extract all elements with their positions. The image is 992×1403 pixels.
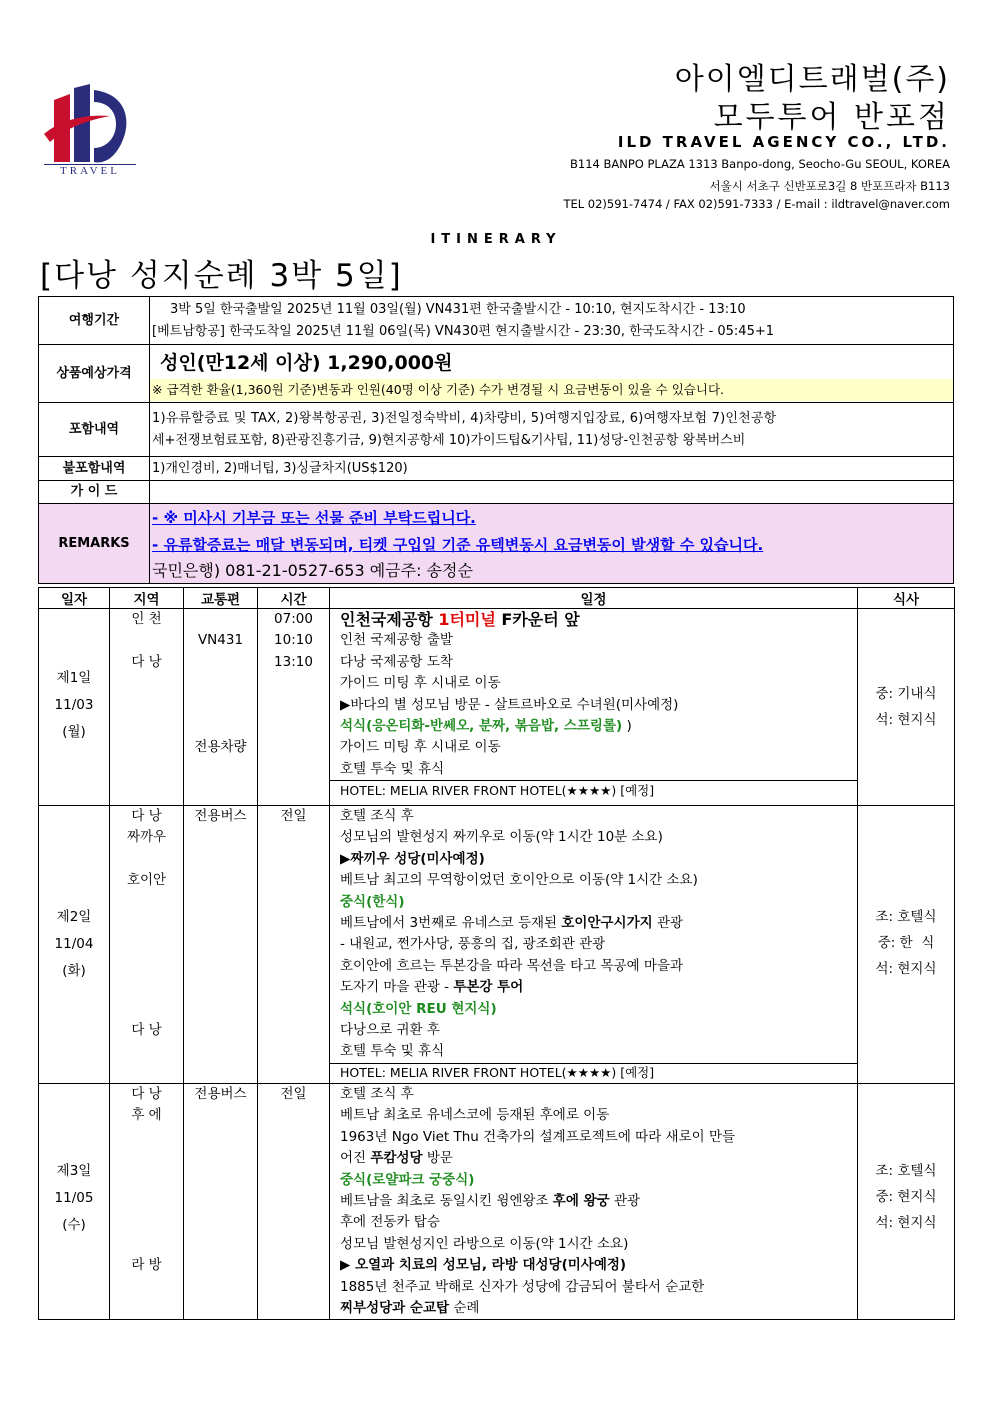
meal: 조: 호텔식 bbox=[875, 1163, 937, 1179]
transport bbox=[184, 716, 257, 737]
itinerary-line: 성모님 발현성지인 라방으로 이동(약 1시간 소요) bbox=[340, 1235, 629, 1252]
time-cell bbox=[258, 1084, 330, 1320]
region bbox=[110, 1170, 183, 1191]
info-table bbox=[38, 296, 954, 584]
text: 베트남에서 3번째로 유네스코 등재된 bbox=[340, 914, 558, 931]
time: 10:10 bbox=[274, 632, 313, 649]
region: 다 낭 bbox=[131, 653, 162, 670]
address-en: B114 BANPO PLAZA 1313 Banpo-dong, Seocho-Gu SEOUL, KOREA bbox=[570, 157, 950, 171]
region bbox=[110, 956, 183, 977]
itinerary-line: - 내원교, 쩐가사당, 풍흥의 집, 광조회관 관광 bbox=[340, 936, 606, 953]
highlight: 찌부성당과 순교탑 bbox=[340, 1299, 450, 1316]
schedule-table bbox=[38, 587, 955, 1320]
guide-value bbox=[150, 481, 954, 504]
transport-cell bbox=[184, 609, 258, 806]
time: 07:00 bbox=[274, 611, 313, 627]
period-label: 여행기간 bbox=[39, 297, 150, 345]
page-title: [다낭 성지순례 3박 5일] bbox=[40, 258, 403, 294]
day-label: 제3일 bbox=[56, 1163, 92, 1179]
meal: 중: 기내식 bbox=[875, 686, 937, 702]
remarks-cell bbox=[150, 504, 954, 584]
region bbox=[110, 1212, 183, 1233]
itinerary-line: 베트남 최고의 무역항이었던 호이안으로 이동(약 1시간 소요) bbox=[340, 872, 698, 889]
day-date-cell bbox=[39, 1084, 110, 1320]
itinerary-line: 호이안에 흐르는 투본강을 따라 목선을 타고 목공예 마을과 bbox=[340, 957, 684, 974]
day-weekday: (화) bbox=[62, 963, 86, 979]
contact-info: TEL 02)591-7474 / FAX 02)591-7333 / E-mail : ildtravel@naver.com bbox=[563, 197, 950, 211]
region bbox=[110, 849, 183, 870]
header-date: 일자 bbox=[39, 588, 110, 609]
remark-surcharge: - 유류할증료는 매달 변동되며, 티켓 구입일 기준 유텍변동시 요금변동이 발생할 수 있습니다. bbox=[152, 535, 764, 554]
itinerary-line: 베트남 최초로 유네스코에 등재된 후에로 이동 bbox=[340, 1107, 610, 1124]
remarks-label: REMARKS bbox=[39, 504, 150, 584]
itinerary-line: ▶짜끼우 성당(미사예정) bbox=[340, 850, 485, 867]
itinerary-line bbox=[340, 977, 857, 998]
company-logo bbox=[40, 80, 140, 180]
address-kr: 서울시 서초구 신반포로3길 8 반포프라자 B113 bbox=[709, 179, 950, 193]
itinerary-line: 호텔 조식 후 bbox=[340, 1086, 414, 1102]
region bbox=[110, 630, 183, 651]
highlight: 후에 왕궁 bbox=[552, 1192, 610, 1209]
period-line1: 3박 5일 한국출발일 2025년 11월 03일(월) VN431편 한국출발시간 - 10:10, 현지도착시간 - 13:10 bbox=[170, 301, 746, 317]
price-notice: ※ 급격한 환율(1,360원 기준)변동과 인원(40명 이상 기준) 수가 변경될 시 요금변동이 있을 수 있습니다. bbox=[150, 379, 953, 401]
itinerary-line: 호텔 투숙 및 휴식 bbox=[340, 1043, 445, 1060]
text: 관광 bbox=[613, 1192, 641, 1209]
itinerary-line: 다낭으로 귀환 후 bbox=[340, 1021, 440, 1038]
remark-donation: - ※ 미사시 기부금 또는 선물 준비 부탁드립니다. bbox=[152, 508, 476, 527]
meal: 중: 현지식 bbox=[875, 1189, 937, 1205]
counter: F카운터 앞 bbox=[501, 610, 580, 629]
meeting-place: 인천국제공항 bbox=[340, 610, 433, 629]
itinerary-line: 인천 국제공항 출발 bbox=[340, 632, 453, 649]
day-weekday: (수) bbox=[62, 1217, 86, 1233]
transport bbox=[184, 673, 257, 694]
region-cell bbox=[110, 1084, 184, 1320]
day-row bbox=[39, 1084, 955, 1320]
region: 후 에 bbox=[131, 1107, 162, 1124]
text: 도자기 마을 관광 - bbox=[340, 979, 450, 996]
highlight: 호이안구시가지 bbox=[561, 914, 653, 931]
region-cell bbox=[110, 806, 184, 1084]
header-transport: 교통편 bbox=[184, 588, 258, 609]
region-cell bbox=[110, 609, 184, 806]
itinerary-line bbox=[340, 609, 857, 630]
region bbox=[110, 934, 183, 955]
itinerary-line: 1885년 천주교 박해로 신자가 성당에 감금되어 불타서 순교한 bbox=[340, 1278, 705, 1295]
day-date: 11/05 bbox=[54, 1190, 94, 1206]
itinerary-line bbox=[340, 1298, 857, 1319]
region bbox=[110, 999, 183, 1020]
day-label: 제1일 bbox=[56, 670, 92, 686]
terminal: 1터미널 bbox=[438, 610, 496, 629]
excluded-label: 불포함내역 bbox=[39, 457, 150, 481]
time: 전일 bbox=[280, 808, 307, 824]
period-line2: [베트남항공] 한국도착일 2025년 11월 06일(목) VN430편 현지출발시간 - 23:30, 한국도착시간 - 05:45+1 bbox=[152, 323, 775, 339]
itinerary-line bbox=[340, 716, 857, 737]
region bbox=[110, 1127, 183, 1148]
included-label: 포함내역 bbox=[39, 403, 150, 457]
itinerary-line bbox=[340, 1191, 857, 1212]
region: 인 천 bbox=[131, 611, 162, 627]
excluded-value: 1)개인경비, 2)매너팁, 3)싱글차지(US$120) bbox=[150, 457, 954, 481]
transport: 전용차량 bbox=[194, 739, 247, 756]
itinerary-line bbox=[340, 1148, 857, 1169]
time: 전일 bbox=[280, 1086, 307, 1102]
region bbox=[110, 892, 183, 913]
text: 관광 bbox=[656, 914, 684, 931]
meal-note-close: ) bbox=[622, 717, 632, 734]
itinerary-line: 중식(한식) bbox=[340, 893, 405, 910]
meal: 석: 현지식 bbox=[875, 961, 937, 977]
meals-cell bbox=[858, 1084, 955, 1320]
meals-cell bbox=[858, 806, 955, 1084]
itinerary-cell bbox=[330, 1084, 858, 1320]
time: 13:10 bbox=[274, 653, 313, 670]
company-name-kr: 아이엘디트래벌(주) bbox=[674, 62, 950, 97]
meal: 석: 현지식 bbox=[875, 1215, 937, 1231]
itinerary-line: ▶ 오열과 치료의 성모님, 라방 대성당(미사예정) bbox=[340, 1257, 627, 1274]
itinerary-line: 1963년 Ngo Viet Thu 건축가의 설계프로젝트에 따라 새로이 만들 bbox=[340, 1128, 736, 1145]
meal: 조: 호텔식 bbox=[875, 909, 937, 925]
day-row bbox=[39, 806, 955, 1084]
branch-name: 모두투어 반포점 bbox=[713, 100, 950, 135]
region: 다 낭 bbox=[131, 1021, 162, 1038]
meal-note: 석식(응온티화-반쎄오, 분짜, 볶음밥, 스프링롤) bbox=[340, 717, 623, 734]
transport-cell bbox=[184, 1084, 258, 1320]
price-cell bbox=[150, 345, 954, 403]
period-cell bbox=[150, 297, 954, 345]
bank-account: 국민은행) 081-21-0527-653 예금주: 송정순 bbox=[152, 560, 473, 580]
region: 호이안 bbox=[126, 872, 167, 889]
itinerary-line: 후에 전동카 탑승 bbox=[340, 1214, 440, 1231]
region bbox=[110, 1234, 183, 1255]
doc-label: ITINERARY bbox=[430, 232, 562, 247]
header-time: 시간 bbox=[258, 588, 330, 609]
meal: 중: 한 식 bbox=[877, 935, 935, 951]
text: 순례 bbox=[453, 1299, 480, 1316]
hotel-line: HOTEL: MELIA RIVER FRONT HOTEL(★★★★) [예정] bbox=[330, 780, 857, 801]
transport: 전용버스 bbox=[194, 808, 247, 824]
transport bbox=[184, 695, 257, 716]
meal: 석: 현지식 bbox=[875, 712, 937, 728]
company-name-en: ILD TRAVEL AGENCY CO., LTD. bbox=[617, 133, 950, 151]
transport bbox=[184, 652, 257, 673]
itinerary-cell bbox=[330, 806, 858, 1084]
transport bbox=[184, 609, 257, 630]
itinerary-line: 호텔 조식 후 bbox=[340, 808, 414, 824]
logo-caption: TRAVEL bbox=[44, 164, 136, 177]
itinerary-line: ▶바다의 별 성모님 방문 - 살트르바오로 수녀원(미사예정) bbox=[340, 696, 679, 713]
itinerary-line: 중식(로얄파크 궁중식) bbox=[340, 1171, 475, 1188]
itinerary-line: 석식(호이안 REU 현지식) bbox=[340, 1000, 497, 1017]
time-cell bbox=[258, 609, 330, 806]
itinerary-cell bbox=[330, 609, 858, 806]
included-line2: 세+전쟁보험료포함, 8)관광진흥기금, 9)현지공항세 10)가이드팁&기사팁, 11)성당-인천공항 왕복버스비 bbox=[152, 432, 746, 448]
guide-label: 가 이 드 bbox=[39, 481, 150, 504]
itinerary-line: 성모님의 발현성지 짜끼우로 이동(약 1시간 10분 소요) bbox=[340, 829, 663, 846]
price-value: 성인(만12세 이상) 1,290,000원 bbox=[160, 351, 453, 374]
region: 라 방 bbox=[131, 1257, 162, 1274]
included-line1: 1)유류할증료 및 TAX, 2)왕복항공권, 3)전일정숙박비, 4)차량비, 5)여행지입장료, 6)여행자보험 7)인천공항 bbox=[152, 410, 777, 426]
header-meals: 식사 bbox=[858, 588, 955, 609]
text: 어진 bbox=[340, 1150, 367, 1167]
day-date-cell bbox=[39, 806, 110, 1084]
header-region: 지역 bbox=[110, 588, 184, 609]
hotel-line: HOTEL: MELIA RIVER FRONT HOTEL(★★★★) [예정] bbox=[330, 1063, 857, 1082]
header-itinerary: 일정 bbox=[330, 588, 858, 609]
day-label: 제2일 bbox=[56, 909, 92, 925]
region bbox=[110, 1148, 183, 1169]
day-weekday: (월) bbox=[62, 724, 86, 740]
time-cell bbox=[258, 806, 330, 1084]
itinerary-line bbox=[340, 913, 857, 934]
transport: 전용버스 bbox=[194, 1086, 247, 1102]
day-date-cell bbox=[39, 609, 110, 806]
highlight: 푸캄성당 bbox=[370, 1150, 423, 1167]
region: 다 낭 bbox=[131, 1086, 162, 1102]
included-cell bbox=[150, 403, 954, 457]
itinerary-line: 가이드 미팅 후 시내로 이동 bbox=[340, 675, 501, 692]
itinerary-line: 가이드 미팅 후 시내로 이동 bbox=[340, 739, 501, 756]
day-date: 11/03 bbox=[54, 697, 94, 713]
itinerary-line: 다낭 국제공항 도착 bbox=[340, 653, 453, 670]
itinerary-line: 호텔 투숙 및 휴식 bbox=[340, 760, 445, 777]
text: 방문 bbox=[426, 1150, 453, 1167]
meals-cell bbox=[858, 609, 955, 806]
region bbox=[110, 1191, 183, 1212]
region bbox=[110, 913, 183, 934]
region bbox=[110, 977, 183, 998]
text: 베트남을 최초로 동일시킨 윙엔왕조 bbox=[340, 1192, 549, 1209]
region: 짜까우 bbox=[126, 829, 167, 846]
day-row bbox=[39, 609, 955, 806]
price-label: 상품예상가격 bbox=[39, 345, 150, 403]
highlight: 투본강 투어 bbox=[453, 979, 524, 996]
transport: VN431 bbox=[197, 632, 244, 649]
region: 다 낭 bbox=[131, 808, 162, 824]
day-date: 11/04 bbox=[54, 936, 94, 952]
transport-cell bbox=[184, 806, 258, 1084]
